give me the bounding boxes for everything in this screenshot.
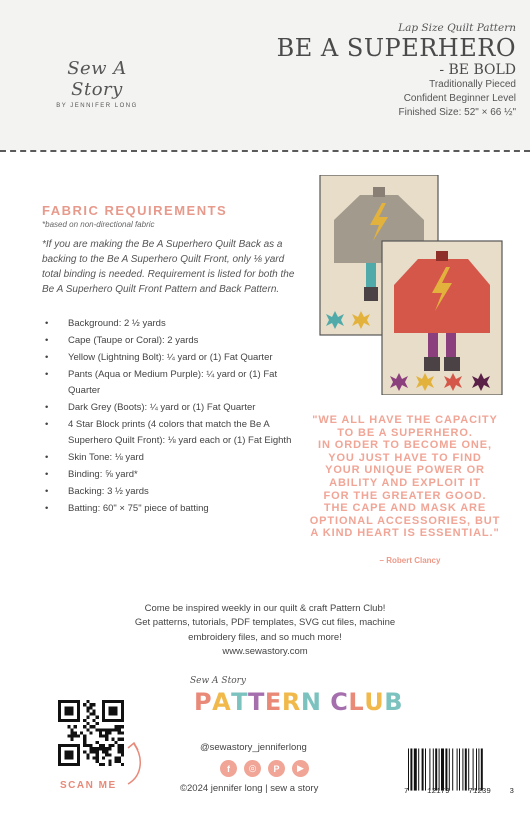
- promo-line: embroidery files, and so much more!: [188, 631, 342, 643]
- copyright: ©2024 jennifer long | sew a story: [180, 783, 319, 794]
- club-logo-letter: [321, 688, 330, 716]
- club-logo-letter: E: [264, 688, 282, 716]
- club-logo-letter: A: [212, 688, 232, 716]
- meta-pieced: Traditionally Pieced: [429, 79, 516, 90]
- meta-level: Confident Beginner Level: [403, 93, 516, 104]
- club-promo: [90, 602, 440, 659]
- header-divider: [0, 150, 530, 152]
- list-item: • Skin Tone: ⅛ yard: [45, 452, 144, 463]
- list-item: • Backing: 3 ½ yards: [45, 486, 149, 497]
- quilt-coral: [382, 241, 502, 395]
- list-item: • Batting: 60" × 75" piece of batting: [45, 503, 209, 514]
- club-logo-word: [194, 688, 403, 716]
- barcode-digit: 7: [404, 788, 409, 796]
- quilt-illustrations: [318, 175, 503, 395]
- pinterest-icon[interactable]: P: [268, 760, 285, 777]
- brand-script: Sew A Story: [67, 58, 127, 100]
- promo-line: Get patterns, tutorials, PDF templates, SVG cut files, machine: [134, 617, 396, 629]
- quote-line: A KIND HEART IS ESSENTIAL.": [310, 527, 500, 540]
- club-logo-letter: T: [248, 688, 265, 716]
- club-logo-letter: N: [300, 688, 322, 716]
- club-logo-letter: P: [194, 688, 213, 716]
- barcode-digit: 71239: [468, 788, 491, 796]
- quote-line: YOU JUST HAVE TO FIND: [328, 451, 482, 464]
- meta-size: Finished Size: 52" × 66 ½": [398, 107, 516, 118]
- club-logo-letter: C: [330, 688, 349, 716]
- barcode-numbers: [404, 788, 514, 796]
- club-logo-script: Sew A Story: [190, 676, 247, 686]
- fabric-list: [42, 316, 304, 518]
- quote-author: – Robert Clancy: [379, 556, 441, 565]
- quote-line: TO BE A SUPERHERO.: [337, 426, 473, 439]
- quote-block: [305, 414, 505, 540]
- instagram-icon[interactable]: ◎: [244, 760, 261, 777]
- pattern-heading: [277, 22, 516, 120]
- page-subtitle: - BE BOLD: [439, 62, 516, 78]
- list-item: • Dark Grey (Boots): ¼ yard or (1) Fat Quarter: [45, 402, 256, 413]
- pattern-club-logo: [190, 676, 403, 728]
- facebook-icon[interactable]: f: [220, 760, 237, 777]
- club-logo-letter: U: [364, 688, 385, 716]
- quote-line: "WE ALL HAVE THE CAPACITY: [312, 414, 498, 426]
- quote-line: YOUR UNIQUE POWER OR: [325, 464, 485, 477]
- club-logo-letter: B: [384, 688, 403, 716]
- list-item: • 4 Star Block prints (4 colors that match the Be A Superhero Quilt Front): ⅛ yard each or (1) Fat Eighth: [45, 419, 292, 446]
- club-logo-letter: R: [281, 688, 301, 716]
- social-handle[interactable]: @sewastory_jenniferlong: [200, 742, 307, 753]
- quote-line: IN ORDER TO BECOME ONE,: [318, 439, 492, 452]
- list-item: • Cape (Taupe or Coral): 2 yards: [45, 335, 199, 346]
- arrow-icon: [120, 740, 150, 786]
- barcode-digit: 12179: [427, 788, 450, 796]
- social-icons: [220, 760, 312, 778]
- page-title: BE A SUPERHERO: [276, 34, 516, 62]
- youtube-icon[interactable]: ▶: [292, 760, 309, 777]
- fabric-note: *based on non-directional fabric: [42, 220, 155, 229]
- club-logo-letter: L: [348, 688, 365, 716]
- list-item: • Background: 2 ½ yards: [45, 318, 166, 329]
- promo-line: Come be inspired weekly in our quilt & craft Pattern Club!: [144, 603, 386, 614]
- list-item: • Binding: ⅝ yard*: [45, 469, 138, 480]
- quote-line: THE CAPE AND MASK ARE: [323, 502, 487, 515]
- brand-byline: BY JENNIFER LONG: [56, 103, 138, 109]
- quote-line: OPTIONAL ACCESSORIES, BUT: [309, 514, 501, 527]
- website-link[interactable]: www.sewastory.com: [222, 645, 308, 657]
- list-item: • Pants (Aqua or Medium Purple): ¼ yard or (1) Fat Quarter: [45, 369, 278, 396]
- barcode-digit: 3: [509, 788, 514, 796]
- list-item: • Yellow (Lightning Bolt): ¼ yard or (1) Fat Quarter: [45, 352, 273, 363]
- pattern-type: Lap Size Quilt Pattern: [398, 22, 516, 34]
- scan-me-label: SCAN ME: [60, 780, 117, 791]
- fabric-intro: *If you are making the Be A Superhero Quilt Back as a backing to the Be A Superhero Quilt Front, only ⅛ yard total binding is needed. Requirement is listed for both the Be A Superhero Quilt Front Pattern and Back Pattern.: [42, 239, 295, 295]
- quote-line: ABILITY AND EXPLOIT IT: [329, 476, 481, 489]
- brand-logo: [42, 58, 152, 109]
- club-logo-letter: T: [231, 688, 249, 716]
- quote-line: FOR THE GREATER GOOD.: [323, 489, 487, 502]
- qr-code[interactable]: [58, 700, 124, 766]
- fabric-requirements-title: FABRIC REQUIREMENTS: [42, 203, 228, 218]
